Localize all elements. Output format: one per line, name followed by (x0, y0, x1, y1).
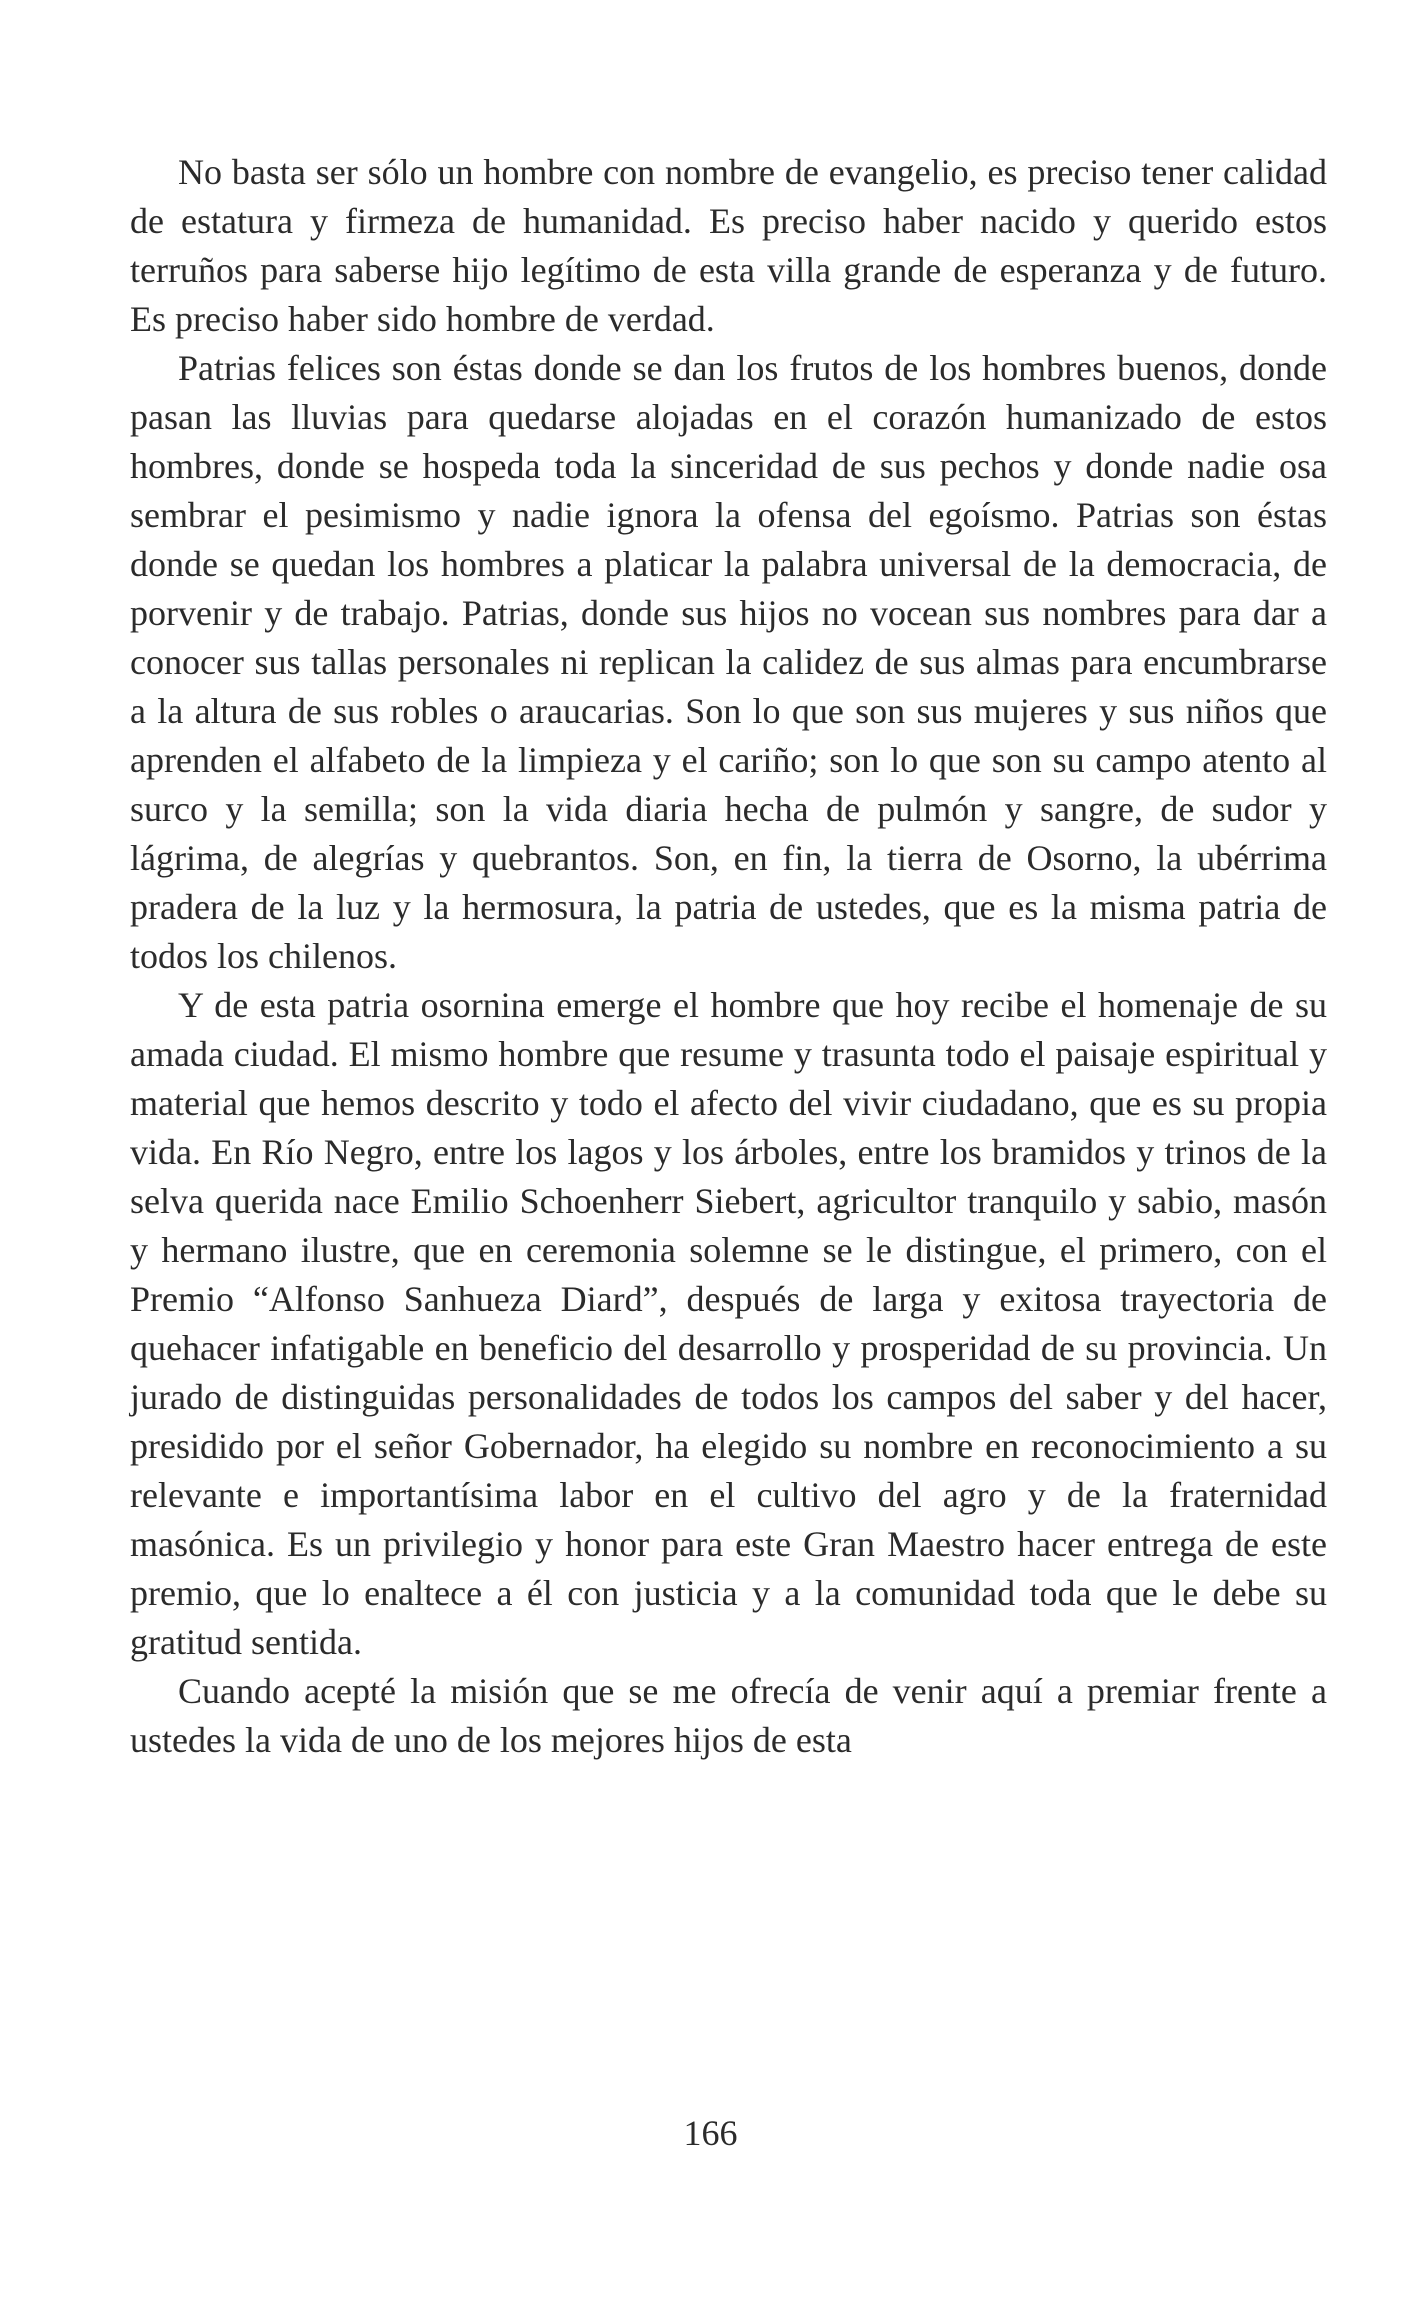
page-number: 166 (683, 2113, 738, 2153)
paragraph-4: Cuando acepté la misión que se me ofrecía de venir aquí a premiar frente a ustedes la vida de uno de los mejores hijos de esta (130, 1671, 1327, 1760)
paragraph-2: Patrias felices son éstas donde se dan los frutos de los hombres buenos, donde pasan las lluvias para quedarse alojadas en el corazón humanizado de estos hombres, donde se hospeda toda la sinceridad de sus pechos y donde nadie osa sembrar el pesimismo y nadie ignora la ofensa del egoísmo. Patrias son éstas donde se quedan los hombres a platicar la palabra universal de la democracia, de porvenir y de trabajo. Patrias, donde sus hijos no vocean sus nombres para dar a conocer sus tallas personales ni replican la calidez de sus almas para encumbrarse a la altura de sus robles o araucarias. Son lo que son sus mujeres y sus niños que aprenden el alfabeto de la limpieza y el cariño; son lo que son su campo atento al surco y la semilla; son la vida diaria hecha de pulmón y sangre, de sudor y lágrima, de alegrías y quebrantos. Son, en fin, la tierra de Osorno, la ubérrima pradera de la luz y la hermosura, la patria de ustedes, que es la misma patria de todos los chilenos. (130, 348, 1327, 976)
body-text (130, 148, 1327, 1765)
paragraph-3: Y de esta patria osornina emerge el hombre que hoy recibe el homenaje de su amada ciudad. El mismo hombre que resume y trasunta todo el paisaje espiritual y material que hemos descrito y todo el afecto del vivir ciudadano, que es su propia vida. En Río Negro, entre los lagos y los árboles, entre los bramidos y trinos de la selva querida nace Emilio Schoenherr Siebert, agricultor tranquilo y sabio, masón y hermano ilustre, que en ceremonia solemne se le distingue, el primero, con el Premio “Alfonso Sanhueza Diard”, después de larga y exitosa trayectoria de quehacer infatigable en beneficio del desarrollo y prosperidad de su provincia. Un jurado de distinguidas personalidades de todos los campos del saber y del hacer, presidido por el señor Gobernador, ha elegido su nombre en reconocimiento a su relevante e importantísima labor en el cultivo del agro y de la fraternidad masónica. Es un privilegio y honor para este Gran Maestro hacer entrega de este premio, que lo enaltece a él con justicia y a la comunidad toda que le debe su gratitud sentida. (130, 985, 1327, 1662)
paragraph-1: No basta ser sólo un hombre con nombre de evangelio, es preciso tener calidad de estatura y firmeza de humanidad. Es preciso haber nacido y querido estos terruños para saberse hijo legítimo de esta villa grande de esperanza y de futuro. Es preciso haber sido hombre de verdad. (130, 152, 1327, 339)
